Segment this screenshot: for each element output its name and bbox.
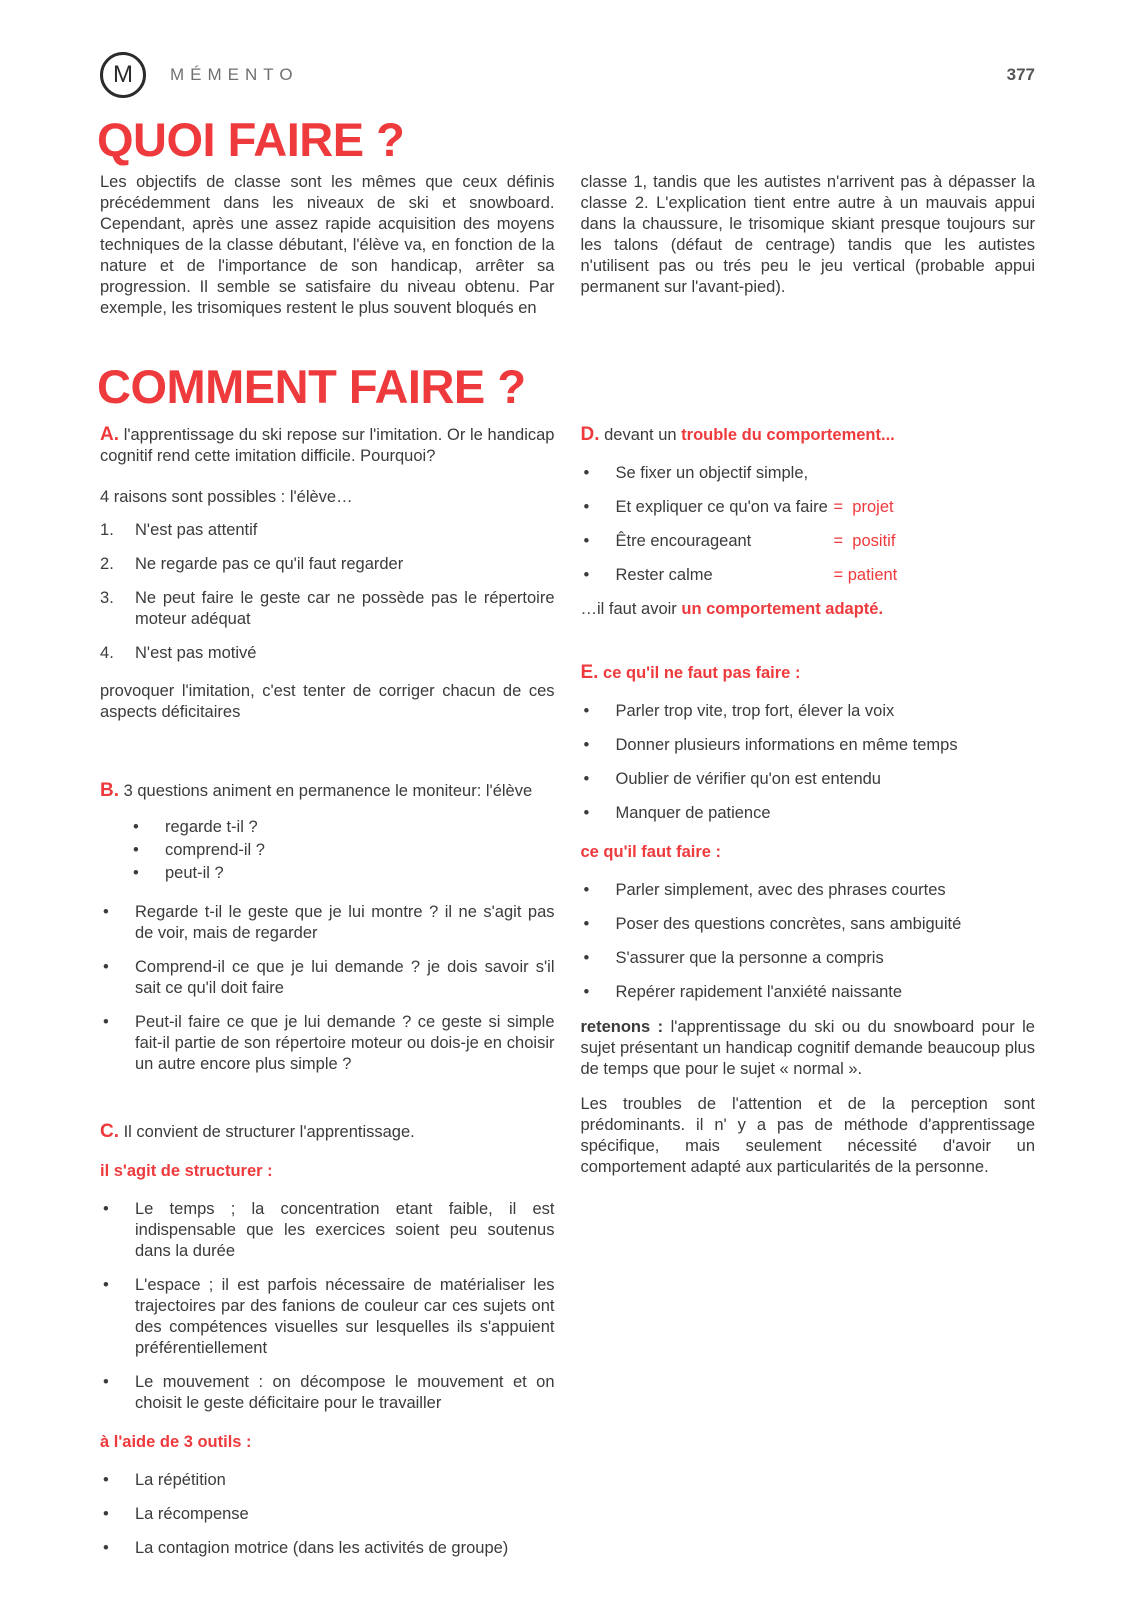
quoi-faire-columns — [100, 172, 1035, 319]
retenons-text: l'apprentissage du ski ou du snowboard pour le sujet présentant un handicap cognitif demande beaucoup plus de temps que pour le sujet « normal ». — [580, 1018, 1035, 1078]
list-item: • Parler simplement, avec des phrases courtes — [581, 880, 1036, 901]
section-d-outro-highlight: un comportement adapté. — [681, 600, 884, 618]
retenons-paragraph — [581, 1017, 1036, 1080]
list-item: • La répétition — [100, 1470, 555, 1491]
section-e-intro-text: ce qu'il ne faut pas faire : — [603, 664, 801, 682]
bullet-text: Et expliquer ce qu'on va faire — [615, 498, 828, 516]
list-item: • S'assurer que la personne a compris — [581, 948, 1036, 969]
section-d-bullet-list — [581, 463, 1036, 586]
section-b-intro — [100, 780, 555, 802]
section-d-outro — [581, 599, 1036, 620]
list-item: • La récompense — [100, 1504, 555, 1525]
section-e-bullet-list-1 — [581, 701, 1036, 824]
page-header — [100, 52, 1035, 98]
bullet-equals: = projet — [833, 498, 894, 516]
section-a-lead: 4 raisons sont possibles : l'élève… — [100, 488, 353, 506]
bullet-text: Être encourageant — [615, 532, 752, 550]
bullet-equals: = positif — [833, 532, 896, 550]
list-item: • Regarde t-il le geste que je lui montre ? il ne s'agit pas de voir, mais de regarder — [100, 902, 555, 944]
section-d-intro-pre: devant un — [604, 426, 682, 444]
list-item: • peut-il ? — [100, 862, 555, 885]
section-c-letter: C. — [100, 1121, 119, 1142]
section-b-inner-list — [100, 816, 555, 885]
quoi-paragraph-right: classe 1, tandis que les autistes n'arrivent pas à dépasser la classe 2. L'explication tient entre autre à un mauvais appui dans la chaussure, le trisomique skiant presque toujours sur les talons (défaut de centrage) tandis que les autistes n'utilisent pas ou trés peu le jeu vertical (probable appui permanent sur l'avant-pied). — [580, 173, 1035, 296]
list-item: • Donner plusieurs informations en même temps — [581, 735, 1036, 756]
list-item: • regarde t-il ? — [100, 816, 555, 839]
section-a-intro-text: l'apprentissage du ski repose sur l'imitation. Or le handicap cognitif rend cette imitation difficile. Pourquoi? — [100, 426, 555, 465]
list-item: • Poser des questions concrètes, sans ambiguité — [581, 914, 1036, 935]
list-item — [581, 463, 1036, 484]
section-c-subhead-structurer: il s'agit de structurer : — [100, 1162, 273, 1180]
bullet-text: Se fixer un objectif simple, — [615, 464, 809, 482]
list-item: • La contagion motrice (dans les activités de groupe) — [100, 1538, 555, 1559]
section-c-intro — [100, 1121, 555, 1143]
section-e-subhead-faire: ce qu'il faut faire : — [580, 843, 722, 861]
brand-name: MÉMENTO — [170, 65, 299, 84]
section-e-letter: E. — [580, 662, 599, 683]
left-column — [100, 424, 555, 1572]
section-d-intro — [581, 424, 1036, 446]
section-a-outro: provoquer l'imitation, c'est tenter de corriger chacun de ces aspects déficitaires — [100, 682, 555, 721]
list-item — [581, 497, 1036, 518]
bullet-equals: = patient — [833, 566, 898, 584]
bullet-text: Rester calme — [615, 566, 713, 584]
list-item: Ne peut faire le geste car ne possède pas le répertoire moteur adéquat — [135, 589, 555, 628]
right-column — [581, 424, 1036, 1572]
list-item: Ne regarde pas ce qu'il faut regarder — [135, 555, 404, 573]
section-c-intro-text: Il convient de structurer l'apprentissage. — [123, 1123, 415, 1141]
list-item: • comprend-il ? — [100, 839, 555, 862]
title-comment-faire: COMMENT FAIRE ? — [97, 360, 526, 413]
list-item: • Le temps ; la concentration etant faible, il est indispensable que les exercices soient peu soutenus dans la durée — [100, 1199, 555, 1262]
list-item: • Peut-il faire ce que je lui demande ? ce geste si simple fait-il partie de son répertoire moteur ou dois-je en choisir un autre encore plus simple ? — [100, 1012, 555, 1075]
list-item: • Le mouvement : on décompose le mouvement et on choisit le geste déficitaire pour le travailler — [100, 1372, 555, 1414]
section-a-numbered-list — [100, 520, 555, 664]
section-b-intro-text: 3 questions animent en permanence le moniteur: l'élève — [123, 782, 533, 800]
list-item: N'est pas attentif — [135, 521, 258, 539]
section-a-letter: A. — [100, 424, 119, 445]
closing-paragraph: Les troubles de l'attention et de la perception sont prédominants. il n' y a pas de méthode d'apprentissage spécifique, mais seulement nécessité d'avoir un comportement adapté aux particularités de la personne. — [580, 1095, 1035, 1176]
memento-logo-icon — [100, 52, 146, 98]
section-d-outro-pre: …il faut avoir — [580, 600, 682, 618]
list-item: • Repérer rapidement l'anxiété naissante — [581, 982, 1036, 1003]
section-b-letter: B. — [100, 780, 119, 801]
list-item: • Manquer de patience — [581, 803, 1036, 824]
section-b-bullet-list — [100, 902, 555, 1075]
section-c-subhead-outils: à l'aide de 3 outils : — [100, 1433, 252, 1451]
list-item: • Comprend-il ce que je lui demande ? je dois savoir s'il sait ce qu'il doit faire — [100, 957, 555, 999]
quoi-paragraph-left: Les objectifs de classe sont les mêmes que ceux définis précédemment dans les niveaux de ski et snowboard. Cependant, après une assez rapide acquisition des moyens techniques de la classe débutant, l'élève va, en fonction de la nature et de l'importance de son handicap, arrêter sa progression. Il semble se satisfaire du niveau obtenu. Par exemple, les trisomiques restent le plus souvent bloqués en — [100, 173, 555, 317]
retenons-label: retenons : — [580, 1018, 664, 1036]
section-e-bullet-list-2 — [581, 880, 1036, 1003]
logo-letter: M — [113, 61, 133, 88]
comment-faire-columns — [100, 424, 1035, 1572]
list-item: • L'espace ; il est parfois nécessaire de matérialiser les trajectoires par des fanions de couleur car ces sujets ont des compétences visuelles sur lesquelles ils s'appuient préférentiellement — [100, 1275, 555, 1359]
section-c-bullet-list-2 — [100, 1470, 555, 1559]
title-quoi-faire: QUOI FAIRE ? — [97, 113, 405, 166]
list-item: • Oublier de vérifier qu'on est entendu — [581, 769, 1036, 790]
list-item: N'est pas motivé — [135, 644, 257, 662]
section-a-intro — [100, 424, 555, 467]
section-d-highlight: trouble du comportement... — [681, 426, 895, 444]
page-number: 377 — [1006, 65, 1035, 84]
list-item: • Parler trop vite, trop fort, élever la voix — [581, 701, 1036, 722]
section-c-bullet-list-1 — [100, 1199, 555, 1414]
section-d-letter: D. — [580, 424, 600, 445]
list-item — [581, 565, 1036, 586]
section-e-intro — [581, 662, 1036, 684]
list-item — [581, 531, 1036, 552]
